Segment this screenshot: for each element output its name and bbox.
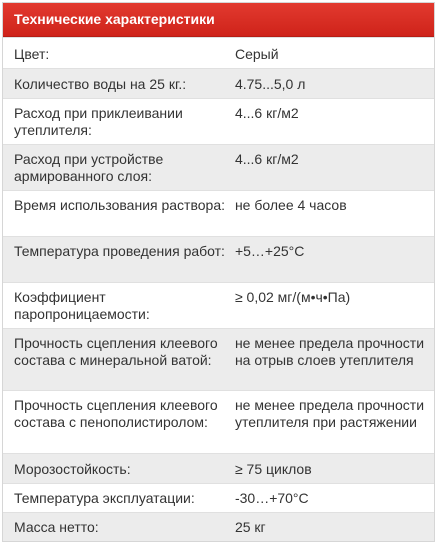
row-label: Температура эксплуатации:	[14, 490, 195, 506]
table-row	[3, 453, 434, 483]
row-label: Масса нетто:	[14, 519, 99, 535]
table-row	[3, 37, 434, 68]
row-value: не менее предела прочности утеплителя при растяжении	[234, 397, 425, 430]
table-row	[3, 483, 434, 512]
row-value: ≥ 0,02 мг/(м•ч•Па)	[234, 289, 351, 305]
row-value: 4...6 кг/м2	[234, 151, 299, 167]
specifications-table	[2, 2, 435, 542]
row-value: 4.75...5,0 л	[234, 76, 306, 92]
row-value: Серый	[234, 46, 279, 62]
row-value: ≥ 75 циклов	[234, 461, 312, 477]
row-label: Количество воды на 25 кг.:	[14, 76, 187, 92]
row-value: -30…+70°С	[234, 490, 309, 506]
table-row	[3, 68, 434, 98]
row-label: Расход при приклеивании утеплителя:	[14, 105, 183, 138]
row-value: 4...6 кг/м2	[234, 105, 299, 121]
row-label: Время использования раствора:	[14, 197, 225, 213]
row-label: Прочность сцепления клеевого состава с пенополистиролом:	[14, 397, 218, 430]
table-row	[3, 236, 434, 282]
table-row	[3, 144, 434, 190]
table-row	[3, 390, 434, 453]
row-label: Цвет:	[14, 46, 50, 62]
table-title: Технические характеристики	[3, 3, 434, 37]
table-row	[3, 512, 434, 542]
row-value: не более 4 часов	[234, 197, 347, 213]
row-label: Расход при устройстве армированного слоя:	[14, 151, 164, 184]
table-row	[3, 282, 434, 328]
row-value: +5…+25°С	[234, 243, 305, 259]
table-row	[3, 328, 434, 390]
row-label: Температура проведения работ:	[14, 243, 225, 259]
row-label: Морозостойкость:	[14, 461, 131, 477]
row-label: Коэффициент паропроницаемости:	[14, 289, 150, 322]
table-row	[3, 190, 434, 236]
row-value: 25 кг	[234, 519, 266, 535]
row-label: Прочность сцепления клеевого состава с минеральной ватой:	[14, 335, 218, 368]
table-row	[3, 98, 434, 144]
row-value: не менее предела прочности на отрыв слоев утеплителя	[234, 335, 425, 368]
